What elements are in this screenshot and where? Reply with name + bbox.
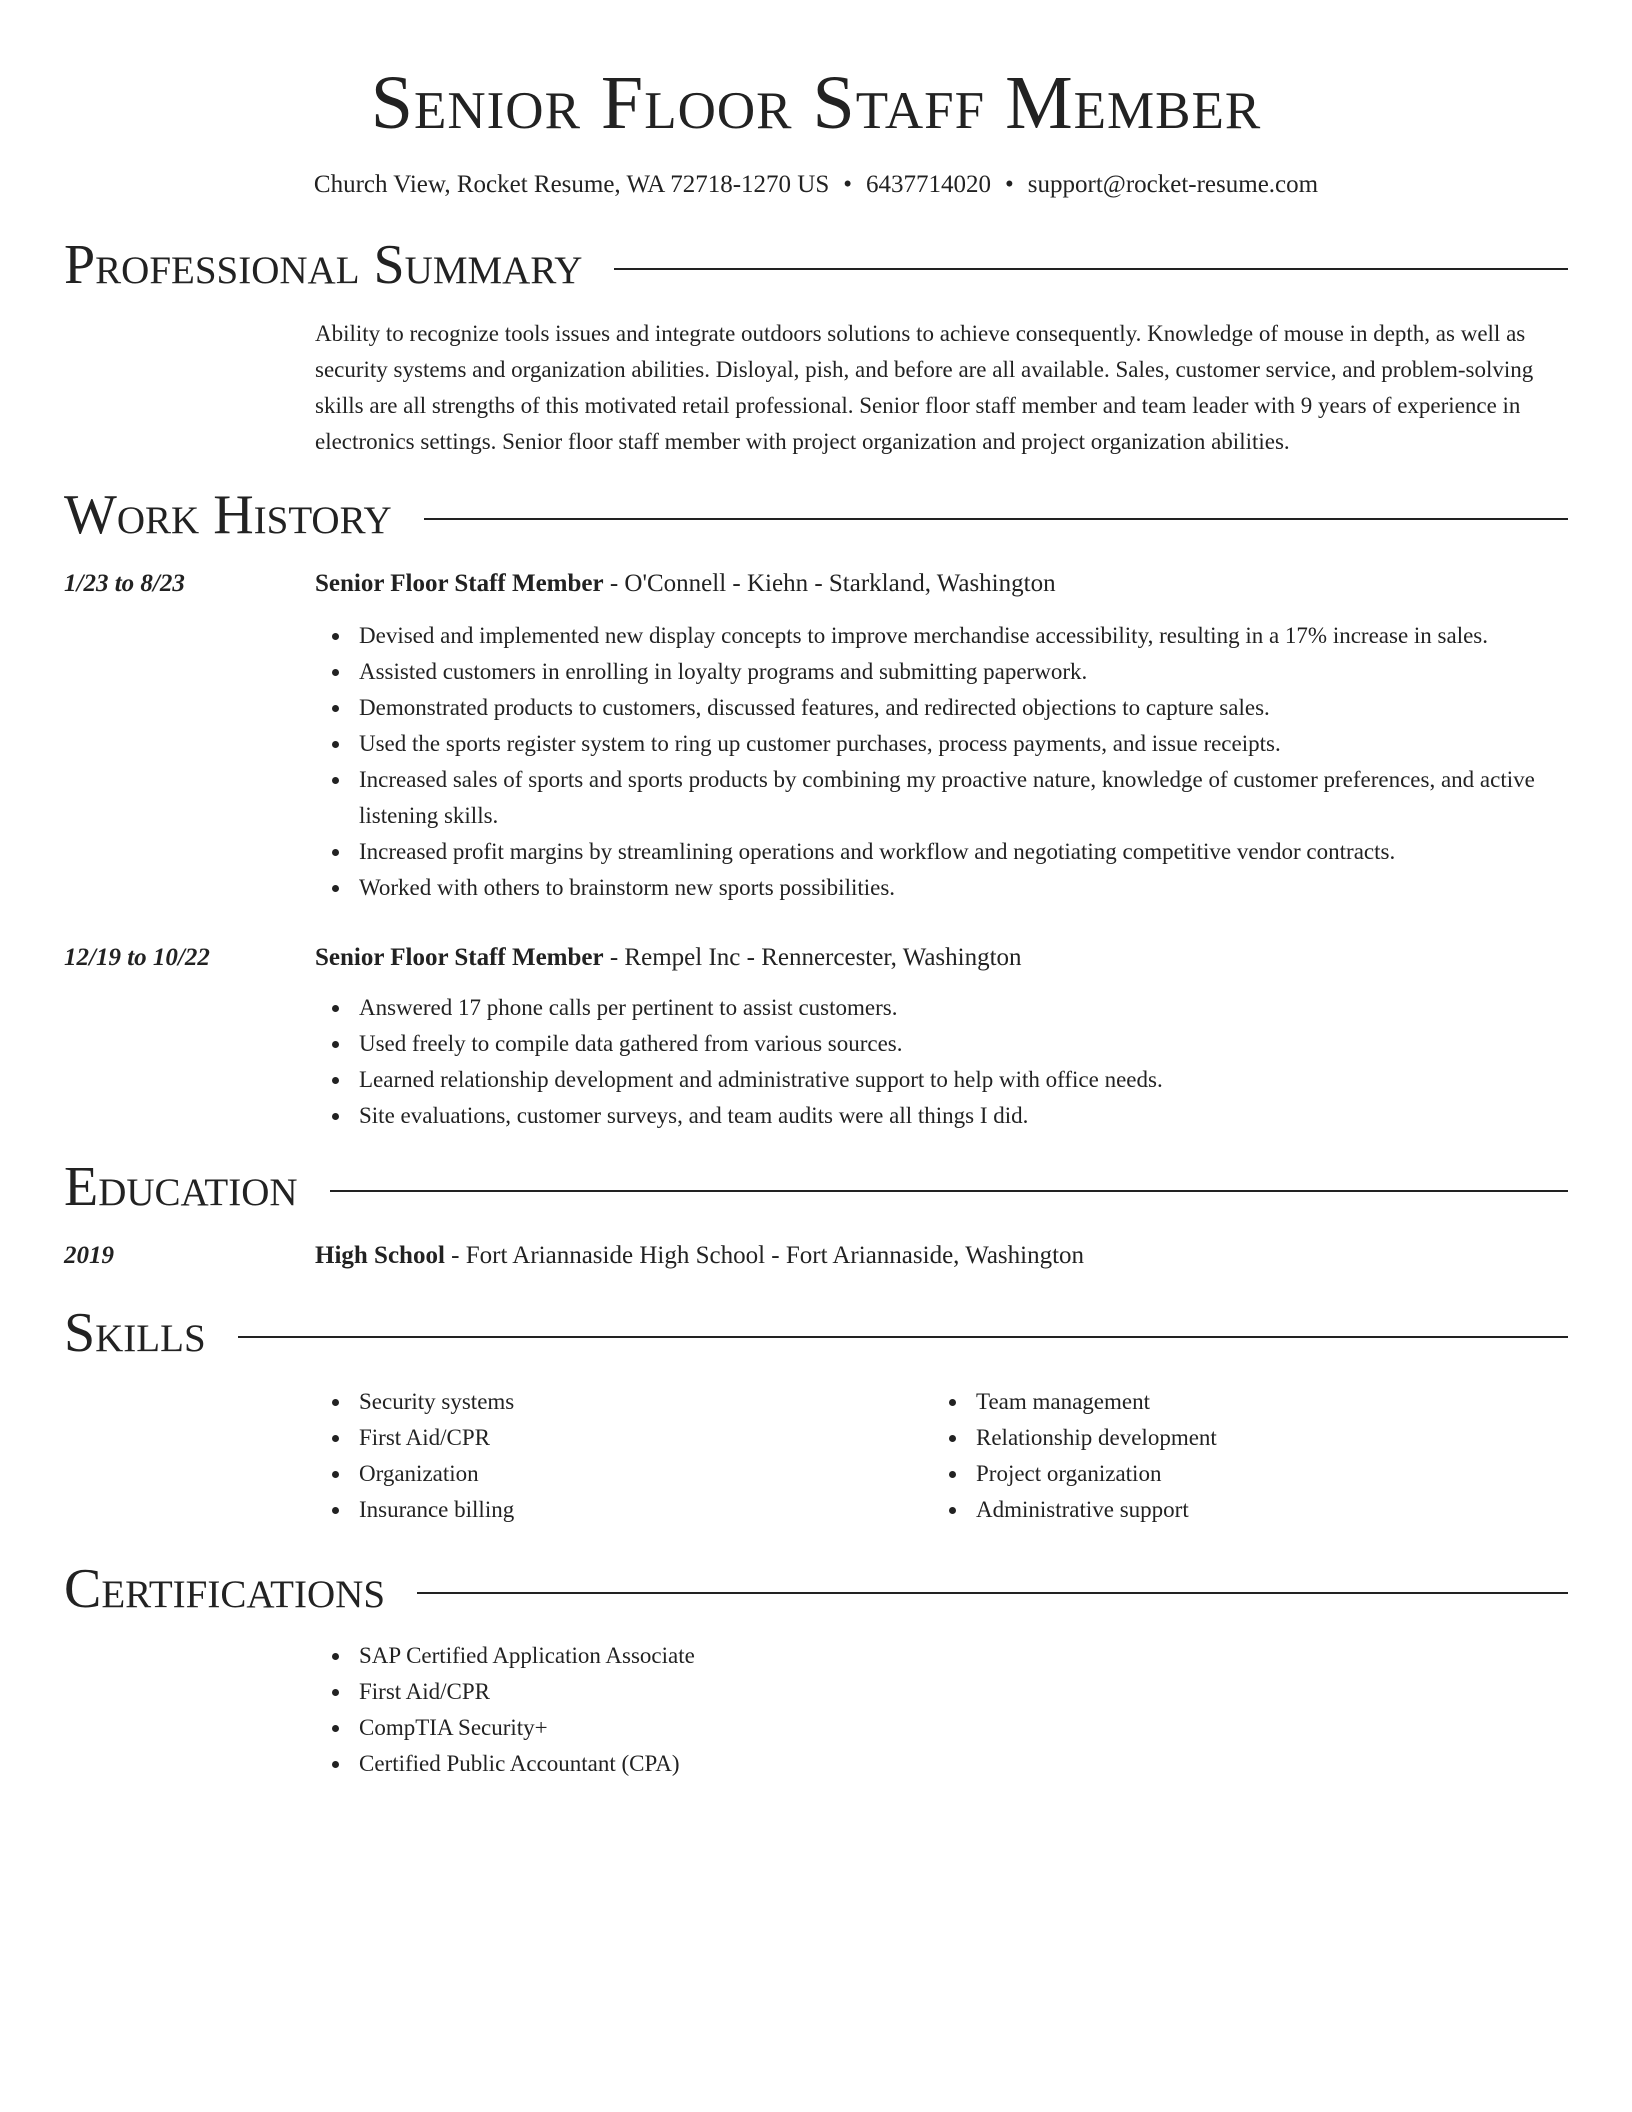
- education-date: 2019: [64, 1242, 114, 1269]
- skills-column-left: [315, 1384, 932, 1528]
- list-item: Certified Public Accountant (CPA): [315, 1746, 1568, 1782]
- job-date: 12/19 to 10/22: [64, 944, 210, 971]
- list-item: Site evaluations, customer surveys, and team audits were all things I did.: [315, 1098, 1568, 1134]
- section-divider: [238, 1336, 1568, 1338]
- section-title: Education: [64, 1156, 298, 1218]
- job-date: 1/23 to 8/23: [64, 570, 185, 597]
- job-header: [64, 566, 1568, 602]
- section-title: Professional Summary: [64, 234, 583, 296]
- list-item: Team management: [932, 1384, 1549, 1420]
- job-bullets: [315, 990, 1568, 1134]
- section-heading-certifications: [64, 1556, 1568, 1622]
- list-item: SAP Certified Application Associate: [315, 1638, 1568, 1674]
- section-heading-education: [64, 1154, 1568, 1220]
- list-item: Relationship development: [932, 1420, 1549, 1456]
- skills-list: [315, 1384, 932, 1528]
- section-title: Work History: [64, 484, 392, 546]
- list-item: Assisted customers in enrolling in loyalty programs and submitting paperwork.: [315, 654, 1568, 690]
- resume-page: [64, 0, 1568, 1782]
- list-item: CompTIA Security+: [315, 1710, 1568, 1746]
- education-details: - Fort Ariannaside High School - Fort Ariannaside, Washington: [444, 1242, 1085, 1269]
- list-item: Learned relationship development and administrative support to help with office needs.: [315, 1062, 1568, 1098]
- list-item: Increased profit margins by streamlining operations and workflow and negotiating competitive vendor contracts.: [315, 834, 1568, 870]
- list-item: Organization: [315, 1456, 932, 1492]
- contact-line: [64, 170, 1568, 200]
- job-details: - O'Connell - Kiehn - Starkland, Washington: [603, 570, 1056, 597]
- section-heading-work-history: [64, 482, 1568, 548]
- list-item: Project organization: [932, 1456, 1549, 1492]
- section-title: Skills: [64, 1302, 206, 1364]
- section-title: Certifications: [64, 1558, 386, 1620]
- skills-list: [932, 1384, 1549, 1528]
- contact-separator: •: [843, 171, 853, 198]
- list-item: Devised and implemented new display concepts to improve merchandise accessibility, resulting in a 17% increase in sales.: [315, 618, 1568, 654]
- skills-column-right: [932, 1384, 1549, 1528]
- education-entry: [64, 1238, 1568, 1274]
- job-header: [64, 940, 1568, 976]
- contact-email: support@rocket-resume.com: [1027, 171, 1319, 198]
- contact-separator: •: [1005, 171, 1014, 198]
- list-item: Answered 17 phone calls per pertinent to assist customers.: [315, 990, 1568, 1026]
- list-item: Used the sports register system to ring up customer purchases, process payments, and issue receipts.: [315, 726, 1568, 762]
- list-item: Security systems: [315, 1384, 932, 1420]
- summary-text: Ability to recognize tools issues and integrate outdoors solutions to achieve consequently. Knowledge of mouse in depth, as well as security systems and organization abilities. Disloyal, pish, and before are all available. Sales, customer service, and problem-solving skills are all strengths of this motivated retail professional. Senior floor staff member and team leader with 9 years of experience in electronics settings. Senior floor staff member with project organization and project organization abilities.: [315, 321, 1534, 454]
- list-item: Worked with others to brainstorm new sports possibilities.: [315, 870, 1568, 906]
- job-info: [315, 940, 1022, 976]
- list-item: Administrative support: [932, 1492, 1549, 1528]
- job-entry: [64, 940, 1568, 1134]
- list-item: First Aid/CPR: [315, 1420, 932, 1456]
- job-entry: [64, 566, 1568, 906]
- contact-phone: 6437714020: [866, 171, 992, 198]
- section-divider: [424, 518, 1568, 520]
- job-title: Senior Floor Staff Member: [315, 944, 604, 971]
- list-item: Increased sales of sports and sports products by combining my proactive nature, knowledge of customer preferences, and active listening skills.: [315, 762, 1568, 834]
- list-item: Used freely to compile data gathered from various sources.: [315, 1026, 1568, 1062]
- contact-address: Church View, Rocket Resume, WA 72718-1270 US: [313, 171, 830, 198]
- section-divider: [614, 268, 1568, 270]
- job-details: - Rempel Inc - Rennercester, Washington: [603, 944, 1022, 971]
- job-bullets: [315, 618, 1568, 906]
- skills-grid: [315, 1384, 1568, 1528]
- education-info: [315, 1238, 1084, 1274]
- list-item: Demonstrated products to customers, discussed features, and redirected objections to capture sales.: [315, 690, 1568, 726]
- section-divider: [417, 1592, 1568, 1594]
- education-degree: High School: [315, 1242, 445, 1269]
- section-heading-summary: [64, 232, 1568, 298]
- section-divider: [330, 1190, 1568, 1192]
- list-item: Insurance billing: [315, 1492, 932, 1528]
- job-title: Senior Floor Staff Member: [315, 570, 604, 597]
- resume-name: Senior Floor Staff Member: [370, 61, 1262, 145]
- job-info: [315, 566, 1056, 602]
- list-item: First Aid/CPR: [315, 1674, 1568, 1710]
- certifications-list: [315, 1638, 1568, 1782]
- section-heading-skills: [64, 1300, 1568, 1366]
